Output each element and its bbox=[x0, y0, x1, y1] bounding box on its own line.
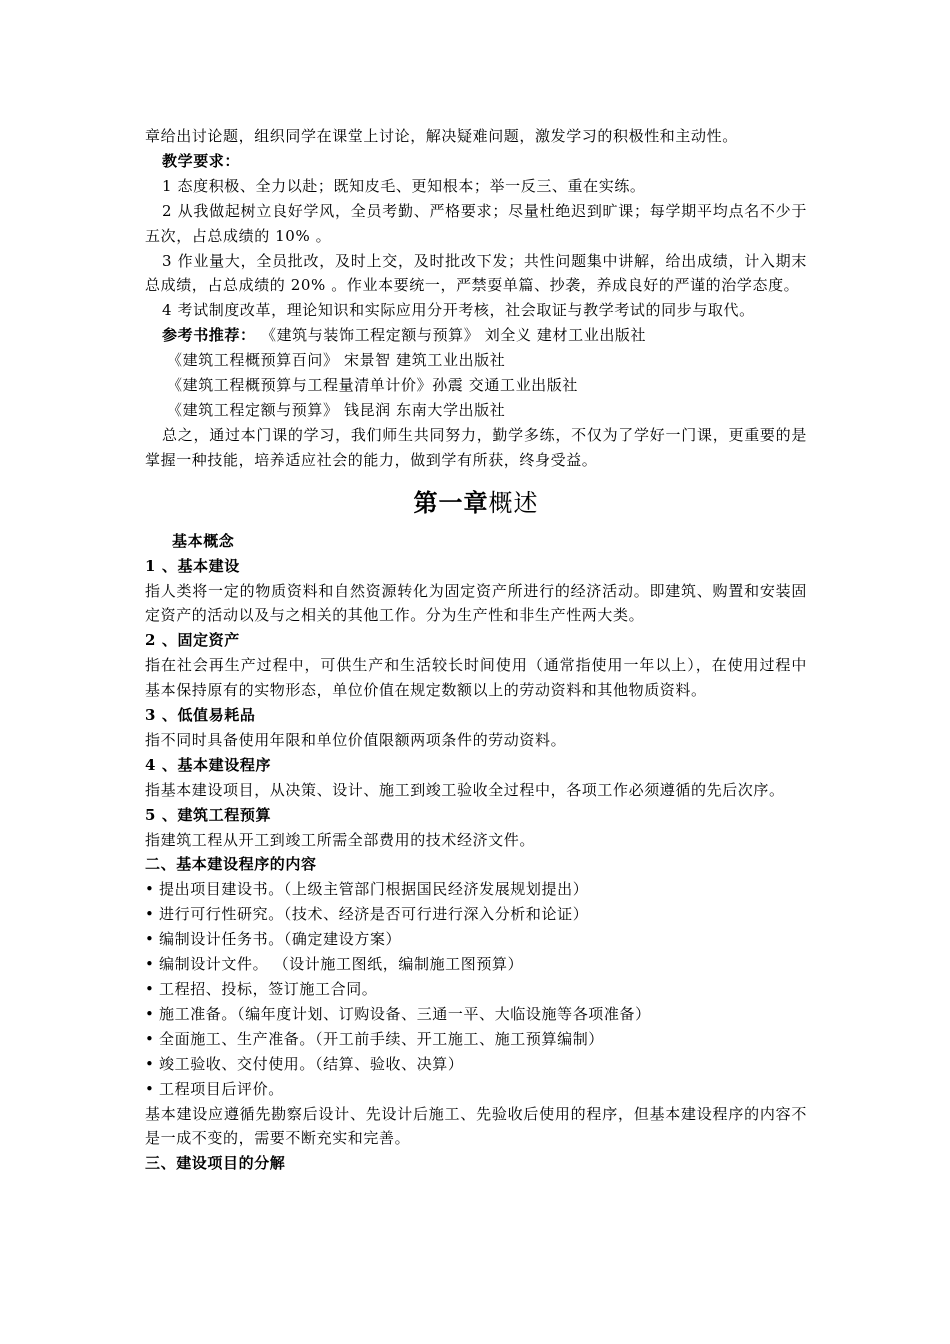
book-4: 《建筑工程定额与预算》 钱昆润 东南大学出版社 bbox=[167, 400, 506, 419]
list-item bbox=[145, 952, 807, 977]
basic-concepts-heading: 基本概念 bbox=[172, 531, 235, 550]
list-item bbox=[145, 927, 807, 952]
list-item bbox=[145, 1077, 807, 1102]
requirement-2: 2 从我做起树立良好学风，全员考勤、严格要求；尽量杜绝迟到旷课；每学期平均点名不少于五次，占总成绩的 10% 。 bbox=[145, 201, 807, 245]
concept-title: 4 、基本建设程序 bbox=[145, 755, 272, 774]
bullet-icon: • bbox=[145, 930, 155, 949]
list-item-text: 竣工验收、交付使用。（结算、验收、决算） bbox=[159, 1054, 464, 1073]
list-item bbox=[145, 877, 807, 902]
list-item-text: 工程项目后评价。 bbox=[159, 1079, 284, 1098]
list-item bbox=[145, 902, 807, 927]
procedure-list bbox=[145, 877, 807, 1101]
books-heading: 参考书推荐： bbox=[162, 326, 256, 345]
concept-text: 指建筑工程从开工到竣工所需全部费用的技术经济文件。 bbox=[145, 830, 536, 849]
list-item-text: 编制设计文件。 （设计施工图纸，编制施工图预算） bbox=[159, 955, 524, 974]
list-item-text: 提出项目建设书。（上级主管部门根据国民经济发展规划提出） bbox=[159, 880, 589, 899]
list-item-text: 进行可行性研究。（技术、经济是否可行进行深入分析和论证） bbox=[159, 905, 589, 924]
procedure-heading: 二、基本建设程序的内容 bbox=[145, 855, 317, 874]
list-item-text: 施工准备。（编年度计划、订购设备、三通一平、大临设施等各项准备） bbox=[159, 1004, 651, 1023]
bullet-icon: • bbox=[145, 1054, 155, 1073]
bullet-icon: • bbox=[145, 1079, 155, 1098]
decomposition-heading: 三、建设项目的分解 bbox=[145, 1154, 286, 1173]
list-item-text: 全面施工、生产准备。（开工前手续、开工施工、施工预算编制） bbox=[159, 1029, 604, 1048]
book-3: 《建筑工程概预算与工程量清单计价》孙震 交通工业出版社 bbox=[167, 376, 578, 395]
requirement-1: 1 态度积极、全力以赴；既知皮毛、更知根本；举一反三、重在实练。 bbox=[162, 176, 646, 195]
summary-paragraph: 总之，通过本门课的学习，我们师生共同努力，勤学多练，不仅为了学好一门课，更重要的是掌握一种技能，培养适应社会的能力，做到学有所获，终身受益。 bbox=[145, 425, 807, 469]
list-item-text: 工程招、投标，签订施工合同。 bbox=[159, 980, 378, 998]
chapter-number: 第一章 bbox=[413, 487, 489, 517]
list-item bbox=[145, 1027, 807, 1052]
chapter-title bbox=[145, 487, 807, 519]
concept-text: 指基本建设项目，从决策、设计、施工到竣工验收全过程中，各项工作必须遵循的先后次序。 bbox=[145, 780, 785, 799]
intro-paragraph: 章给出讨论题，组织同学在课堂上讨论，解决疑难问题，激发学习的积极性和主动性。 bbox=[145, 127, 738, 145]
book-2: 《建筑工程概预算百问》 宋景智 建筑工业出版社 bbox=[167, 351, 506, 370]
concept-title: 5 、建筑工程预算 bbox=[145, 805, 272, 824]
requirement-3: 3 作业量大，全员批改，及时上交，及时批改下发；共性问题集中讲解，给出成绩，计入期末总成绩，占总成绩的 20% 。作业本要统一，严禁耍单篇、抄袭，养成良好的严谨的治学态度。 bbox=[145, 251, 807, 295]
list-item-text: 编制设计任务书。（确定建设方案） bbox=[159, 930, 402, 949]
concept-text: 指不同时具备使用年限和单位价值限额两项条件的劳动资料。 bbox=[145, 730, 567, 749]
list-item bbox=[145, 1052, 807, 1077]
books-line bbox=[145, 323, 807, 348]
bullet-icon: • bbox=[145, 1029, 155, 1048]
list-item bbox=[145, 977, 807, 1002]
concept-text: 指在社会再生产过程中，可供生产和生活较长时间使用（通常指使用一年以上），在使用过程中基本保持原有的实物形态，单位价值在规定数额以上的劳动资料和其他物质资料。 bbox=[145, 656, 807, 700]
bullet-icon: • bbox=[145, 905, 155, 924]
concept-title: 1 、基本建设 bbox=[145, 556, 240, 575]
bullet-icon: • bbox=[145, 880, 155, 899]
concept-title: 3 、低值易耗品 bbox=[145, 706, 256, 725]
requirement-4: 4 考试制度改革，理论知识和实际应用分开考核，社会取证与教学考试的同步与取代。 bbox=[162, 301, 755, 320]
bullet-icon: • bbox=[145, 955, 155, 974]
chapter-name: 概述 bbox=[488, 488, 539, 517]
bullet-icon: • bbox=[145, 980, 155, 998]
concept-text: 指人类将一定的物质资料和自然资源转化为固定资产所进行的经济活动。即建筑、购置和安装固定资产的活动以及与之相关的其他工作。分为生产性和非生产性两大类。 bbox=[145, 581, 807, 625]
bullet-icon: • bbox=[145, 1004, 155, 1023]
procedure-note: 基本建设应遵循先勘察后设计、先设计后施工、先验收后使用的程序，但基本建设程序的内容不是一成不变的，需要不断充实和完善。 bbox=[145, 1104, 807, 1148]
list-item bbox=[145, 1002, 807, 1027]
book-1: 《建筑与装饰工程定额与预算》 刘全义 建材工业出版社 bbox=[255, 326, 647, 345]
concept-title: 2 、固定资产 bbox=[145, 631, 240, 650]
teaching-requirements-heading: 教学要求： bbox=[162, 151, 241, 170]
